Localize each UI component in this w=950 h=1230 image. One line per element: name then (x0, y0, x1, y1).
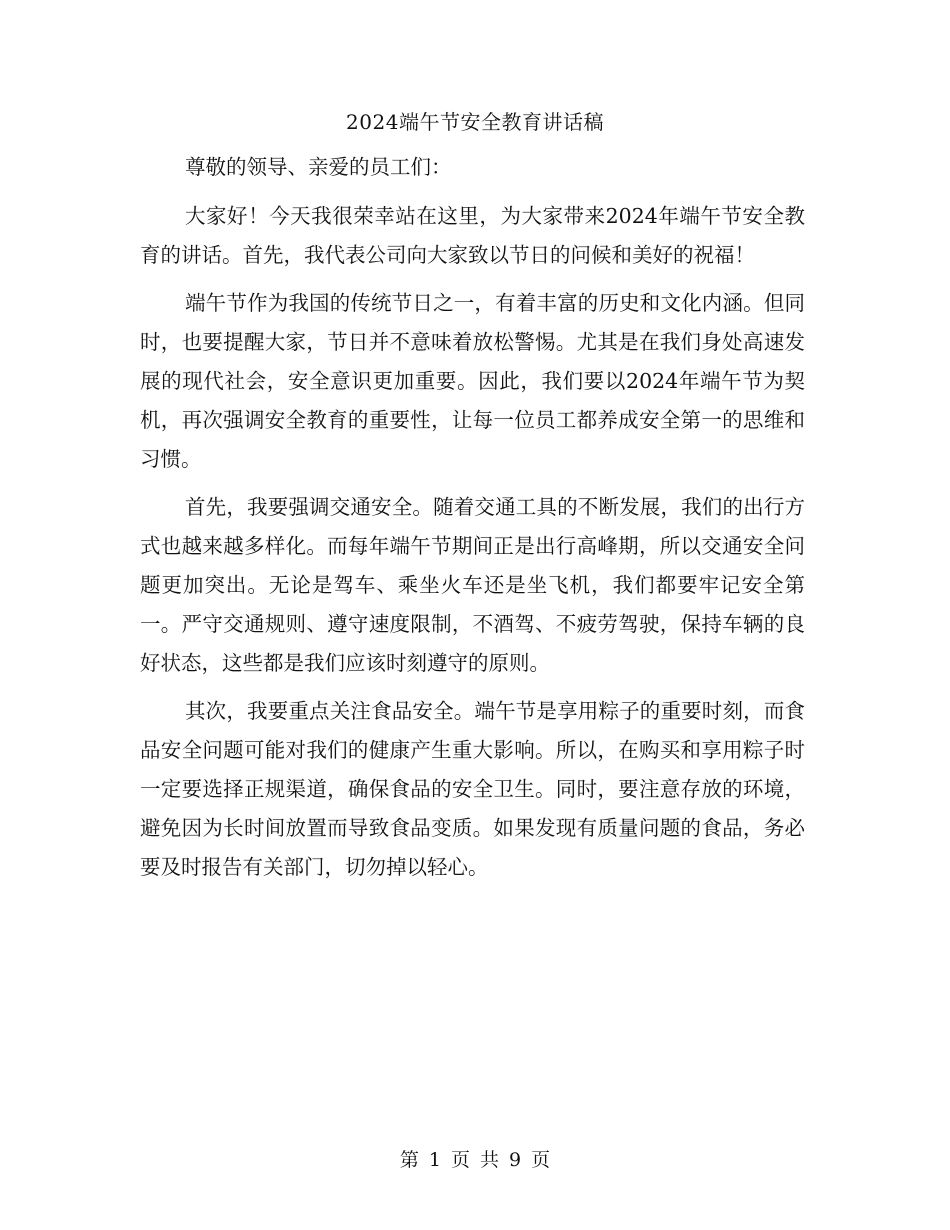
document-title: 2024端午节安全教育讲话稿 (346, 110, 604, 134)
page-number-footer: 第 1 页 共 9 页 (399, 1149, 551, 1171)
paragraph-greeting: 大家好！今天我很荣幸站在这里，为大家带来2024年端午节安全教育的讲话。首先，我代表公司向大家致以节日的问候和美好的祝福！ (140, 203, 805, 267)
paragraph-traffic-safety: 首先，我要强调交通安全。随着交通工具的不断发展，我们的出行方式也越来越多样化。而每年端午节期间正是出行高峰期，所以交通安全问题更加突出。无论是驾车、乘坐火车还是坐飞机，我们都要牢记安全第一。严守交通规则、遵守速度限制，不酒驾、不疲劳驾驶，保持车辆的良好状态，这些都是我们应该时刻遵守的原则。 (140, 495, 805, 675)
paragraph-festival-intro: 端午节作为我国的传统节日之一，有着丰富的历史和文化内涵。但同时，也要提醒大家，节日并不意味着放松警惕。尤其是在我们身处高速发展的现代社会，安全意识更加重要。因此，我们要以2024年端午节为契机，再次强调安全教育的重要性，让每一位员工都养成安全第一的思维和习惯。 (140, 291, 805, 471)
document-body (140, 148, 805, 896)
paragraph-food-safety: 其次，我要重点关注食品安全。端午节是享用粽子的重要时刻，而食品安全问题可能对我们的健康产生重大影响。所以，在购买和享用粽子时一定要选择正规渠道，确保食品的安全卫生。同时，要注意存放的环境，避免因为长时间放置而导致食品变质。如果发现有质量问题的食品，务必要及时报告有关部门，切勿掉以轻心。 (140, 699, 805, 879)
salutation: 尊敬的领导、亲爱的员工们： (185, 155, 452, 179)
